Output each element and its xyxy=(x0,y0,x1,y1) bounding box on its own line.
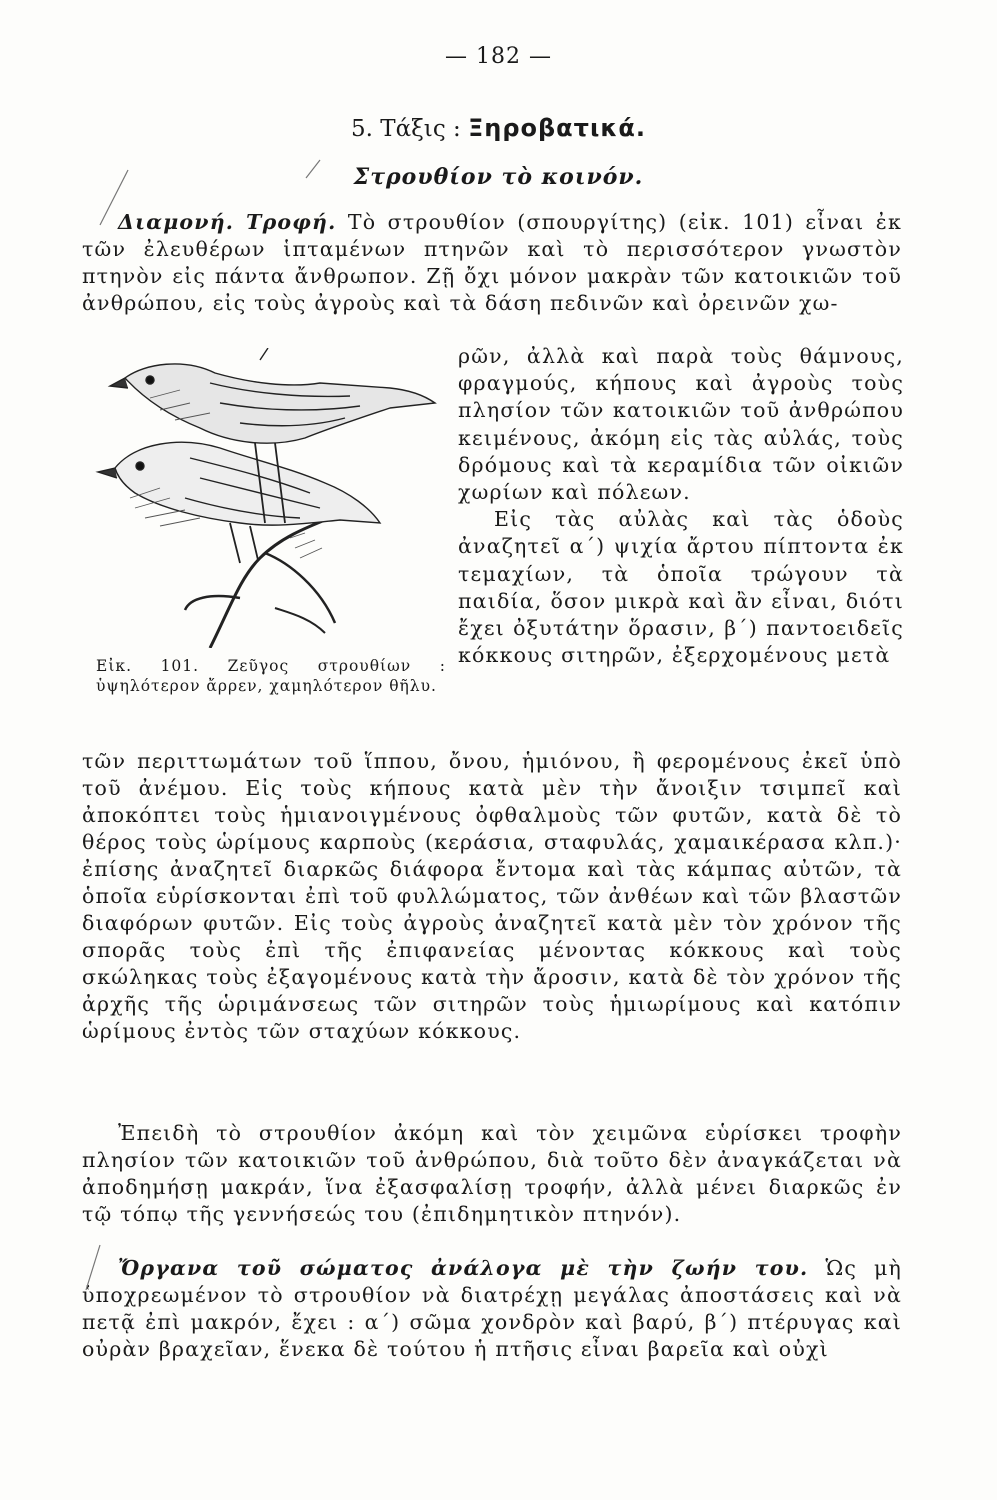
figure-caption: Εἰκ. 101. Ζεῦγος στρουθίων : ὑψηλότερον ἄρρεν, χαμηλότερον θῆλυ. xyxy=(96,657,446,695)
habitat-continuation: ρῶν, ἀλλὰ καὶ παρὰ τοὺς θάμνους, φραγμούς, κήπους καὶ ἀγροὺς τοὺς πλησίον τῶν κατοικιῶν τοῦ ἀνθρώπου κειμένους, ἀκόμη εἰς τὰς αὐλάς, τοὺς δρόμους καὶ τὰ κεραμίδια τῶν οἰκιῶν χωρίων καὶ πόλεων. xyxy=(458,344,904,505)
paragraph-body-organs-text: Ὡς μὴ ὑποχρεωμένον τὸ στρουθίον νὰ διατρέχῃ μεγάλας ἀποστάσεις καὶ νὰ πετᾷ ἐπὶ μακρόν, ἔχει : α΄) σῶμα χονδρὸν καὶ βαρύ, β΄) πτέρυγας καὶ οὐρὰν βραχεῖαν, ἕνεκα δὲ τούτου ἡ πτῆσις εἶναι βαρεῖα καὶ οὐχὶ xyxy=(82,1256,902,1361)
paragraph-habitat-text: Τὸ στρουθίον (σπουργίτης) (εἰκ. 101) εἶναι ἐκ τῶν ἐλευθέρων ἱπταμένων πτηνῶν καὶ τὸ περισσότερον γνωστὸν πτηνὸν εἰς πάντα ἄνθρωπον. Ζῇ ὄχι μόνον μακρὰν τῶν κατοικιῶν τοῦ ἀνθρώπου, εἰς τοὺς ἀγροὺς καὶ τὰ δάση πεδινῶν καὶ ὀρεινῶν χω- xyxy=(82,210,902,315)
species-title: Στρουθίον τὸ κοινόν. xyxy=(353,164,644,190)
paragraph-body-organs xyxy=(82,1255,902,1363)
paragraph-habitat-heading: Διαμονή. Τροφή. xyxy=(118,210,337,234)
section-heading xyxy=(0,114,997,142)
page-number: — 182 — xyxy=(445,44,552,69)
section-heading-prefix: 5. Τάξις : xyxy=(351,116,461,142)
paragraph-food: Εἰς τὰς αὐλὰς καὶ τὰς ὁδοὺς ἀναζητεῖ α΄) ψιχία ἄρτου πίπτοντα ἐκ τεμαχίων, τὰ ὁποῖα τρώγουν τὰ παιδία, ὅσον μικρὰ καὶ ἂν εἶναι, διότι ἔχει ὀξυτάτην ὅρασιν, β΄) παντοειδεῖς κόκκους σιτηρῶν, ἐξερχομένους μετὰ xyxy=(458,507,904,668)
paragraph-food-continuation: τῶν περιττωμάτων τοῦ ἵππου, ὄνου, ἡμιόνου, ἢ φερομένους ἐκεῖ ὑπὸ τοῦ ἀνέμου. Εἰς τοὺς κήπους κατὰ μὲν τὴν ἄνοιξιν τσιμπεῖ καὶ ἀποκόπτει τοὺς ἡμιανοιγμένους ὀφθαλμοὺς τῶν φυτῶν, κατὰ δὲ τὸ θέρος τοὺς ὡρίμους καρποὺς (κεράσια, σταφυλάς, χαμαικέρασα κλπ.)· ἐπίσης ἀναζητεῖ διαρκῶς διάφορα ἔντομα καὶ τὰς κάμπας αὐτῶν, τὰ ὁποῖα εὑρίσκονται ἐπὶ τοῦ φυλλώματος, τῶν ἀνθέων καὶ τῶν βλαστῶν διαφόρων φυτῶν. Εἰς τοὺς ἀγροὺς ἀναζητεῖ κατὰ μὲν τὸν χρόνον τῆς σπορᾶς τοὺς ἐπὶ τῆς ἐπιφανείας μένοντας κόκκους καὶ τοὺς σκώληκας τοὺς ἐξαγομένους κατὰ τὴν ἄροσιν, κατὰ δὲ τὸν χρόνον τῆς ἀρχῆς τῆς ὡριμάνσεως τῶν σιτηρῶν τοὺς ἡμιωρίμους καὶ κατόπιν ὡρίμους ἐντὸς τῶν σταχύων κόκκους. xyxy=(82,749,902,1043)
paragraph-winter: Ἐπειδὴ τὸ στρουθίον ἀκόμη καὶ τὸν χειμῶνα εὑρίσκει τροφὴν πλησίον τῶν κατοικιῶν τοῦ ἀνθρώπου, διὰ τοῦτο δὲν ἀναγκάζεται νὰ ἀποδημήσῃ μακράν, ἵνα ἐξασφαλίσῃ τροφήν, ἀλλὰ μένει διαρκῶς ἐν τῷ τόπῳ τῆς γεννήσεώς του (ἐπιδημητικὸν πτηνόν). xyxy=(82,1121,902,1226)
paragraph-body-organs-heading: Ὄργανα τοῦ σώματος ἀνάλογα μὲ τὴν ζωήν του. xyxy=(118,1256,809,1280)
paragraph-habitat xyxy=(82,209,902,317)
section-heading-name: Ξηροβατικά. xyxy=(468,114,646,142)
sparrow-drawing xyxy=(90,348,440,648)
text-beside-figure xyxy=(458,343,904,669)
sparrow-pair-illustration xyxy=(90,348,440,648)
